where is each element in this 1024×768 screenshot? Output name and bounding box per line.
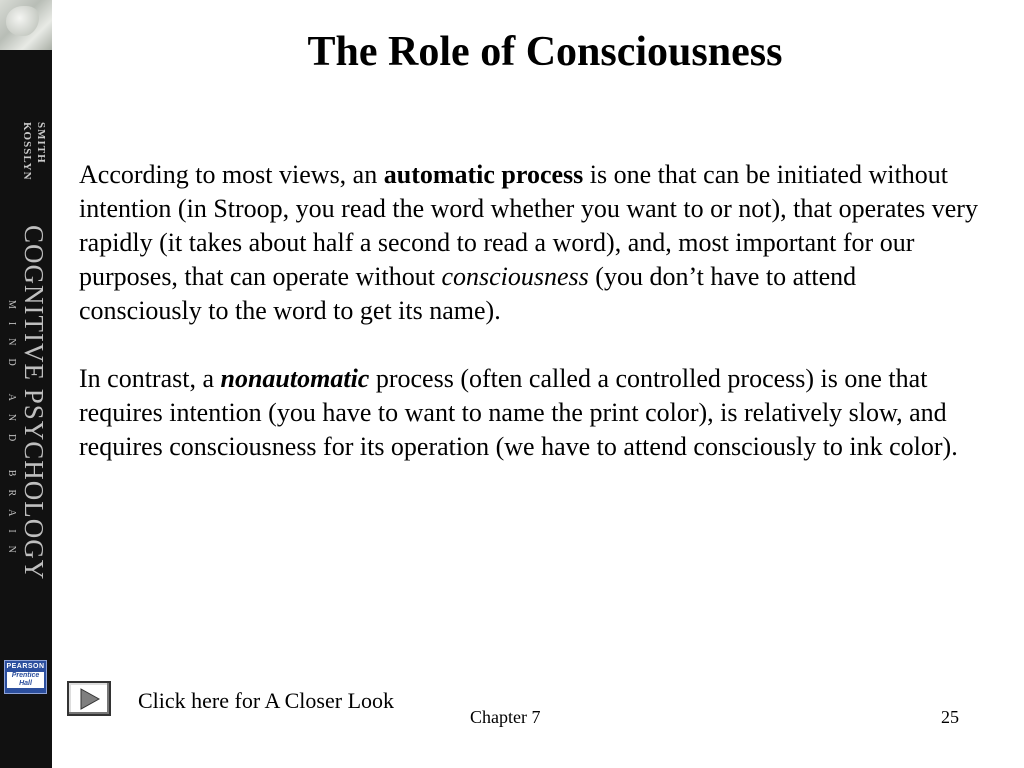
slide-number: 25 bbox=[941, 707, 959, 727]
slide-body bbox=[79, 158, 979, 498]
closer-look-button[interactable] bbox=[67, 681, 111, 716]
slide-title: The Role of Consciousness bbox=[307, 29, 783, 75]
text-run: process (often called a controlled process) is one that requires intention (you have to want to name the print color), is relatively slow, and requires consciousness for its operation (we have to attend consciously to ink color). bbox=[79, 364, 958, 461]
publisher-logo bbox=[4, 660, 47, 694]
text-run: is one that can be initiated without intention (in Stroop, you read the word whether you want to or not), that operates very rapidly (it takes about half a second to read a word), and, most important for our purposes, that can operate without bbox=[79, 160, 978, 291]
publisher-name: PEARSON bbox=[6, 663, 45, 670]
term-consciousness: consciousness bbox=[441, 262, 589, 291]
paragraph-nonautomatic bbox=[79, 362, 979, 464]
closer-look-link[interactable]: Click here for A Closer Look bbox=[138, 688, 395, 713]
term-nonautomatic: nonautomatic bbox=[220, 364, 370, 393]
author-name: KOSSLYN bbox=[21, 122, 33, 181]
text-run: According to most views, an bbox=[79, 160, 384, 189]
text-run: In contrast, a bbox=[79, 364, 221, 393]
cover-photo bbox=[0, 0, 52, 50]
play-triangle-icon bbox=[80, 688, 100, 710]
spine-book-subtitle: MIND AND BRAIN bbox=[6, 300, 17, 566]
term-automatic-process: automatic process bbox=[383, 160, 584, 189]
author-name: SMITH bbox=[35, 122, 47, 164]
publisher-imprint: Prentice Hall bbox=[7, 672, 44, 688]
footer-chapter: Chapter 7 bbox=[470, 707, 541, 727]
paragraph-automatic bbox=[79, 158, 979, 328]
text-run: (you don’t have to attend consciously to the word to get its name). bbox=[79, 262, 857, 325]
spine-book-title: COGNITIVE PSYCHOLOGY bbox=[19, 225, 49, 581]
book-spine bbox=[0, 0, 52, 768]
spine-authors bbox=[8, 122, 48, 202]
